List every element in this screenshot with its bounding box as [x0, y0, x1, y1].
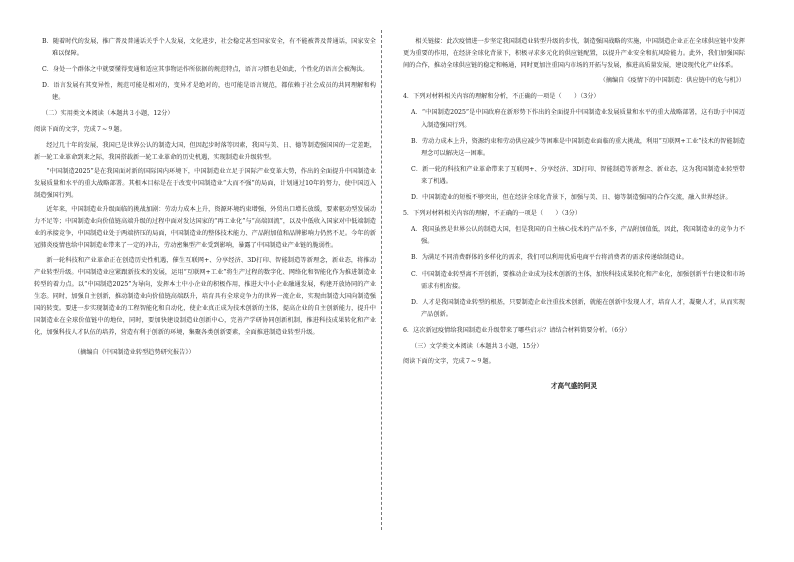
related-link-paragraph: 相关链接：此次疫情进一步坚定我国制造业转型升级的步伐，制造强国战略的实施，中国制造企业正在全球供应链中发挥更为重要的作用，在经济全球化背景下，积极寻求多元化的供应链配置，以提升产业安全和抗风险能力。此外，我们加强国际间的合作，推动全球供应链的稳定和畅通，同时更加注重国内市场的开拓与发展，推进高质量发展，建设现代化产业体系。 — [403, 38, 745, 70]
source-note: （摘编自《中国制造业转型趋势研究报告》） — [74, 349, 195, 357]
question-5-option-d: D．人才是我国制造业转型的根基，只要制造企业注重技术创新，就能在创新中发现人才，培育人才，凝聚人才，从而实现产品创新。 — [411, 298, 745, 318]
question-4: 4．下列对材料相关内容的理解和分析，不正确的一项是（ ）（3分） — [403, 93, 600, 101]
source-note: （摘编自《疫情下的中国制造：供应链中的危与机》） — [599, 77, 745, 85]
question-5-option-c: C．中国制造业转型离不开创新，要推动企业成为技术创新的主体，加快科技成果转化和产业化，加强创新平台建设和市场需求有机衔接。 — [411, 270, 745, 290]
question-4-option-b: B．劳动力成本上升，资源约束和劳动供应减少等困难是中国制造业面临的重大挑战，利用“互联网+工业”技术的智能制造理念可以解决这一困难。 — [411, 137, 745, 157]
option-d: D．语言发展有其变异性，规范可能是相对的，变异才是绝对的，也可能是语言规范，都依赖于社会成员的共同理解和构建。 — [42, 82, 376, 102]
story-title: 才高气盛的阿灵 — [550, 382, 598, 391]
paragraph: 近年来，中国制造业升级面临的挑战加剧：劳动力成本上升，资源环境约束增强，外贸出口增长放缓，要素驱动型发展动力不足等；中国制造业向价值链高端升级的过程中面对发达国家的“再工业化”与“高端回流”，以及中低收入国家对中低端制造业的承接竞争，中国制造业处于两端挤压的局面，中国制造业的整体技术能力、产品附加值和品牌影响力仍然不足。今年的新冠肺炎疫情也给中国制造业带来了一定的冲击，劳动密集型产业受到影响，暴露了中国制造业产业链的脆弱性。 — [34, 206, 376, 250]
question-6: 6．这次新冠疫情给我国制造业升级带来了哪些启示？请结合材料简要分析。（6分） — [403, 326, 631, 334]
section-heading-practical: （二）实用类文本阅读（本题共３小题，12分） — [42, 110, 174, 118]
paragraph: “中国制造2025”是在我国面对新的国际国内环境下，中国制造业立足于国际产业变革大势，作出的全面提升中国制造业发展质量和水平的重大战略部署。其根本目标是在于改变中国制造业“大而不强”的局面，计划通过10年的努力，使中国迈入制造强国行列。 — [34, 167, 376, 200]
question-4-option-c: C．新一轮的科技和产业革命带来了互联网+、分享经济、3D打印、智能制造等新理念、新业态，这为我国制造业转型带来了机遇。 — [411, 165, 745, 185]
reading-instruction: 阅读下面的文字，完成７~９题。 — [34, 125, 126, 133]
column-divider — [381, 30, 382, 530]
question-5: 5．下列对材料相关内容的理解，不正确的一项是（ ）（3分） — [403, 210, 582, 218]
question-4-option-d: D．中国制造业的短板不够突出，但在经济全球化背景下，加强与美、日、德等制造强国的合作交流，融入世界经济。 — [411, 194, 732, 202]
option-b: B．随着时代的发展，推广普及普通话关乎个人发展，文化进步，社会稳定甚至国家安全，有不能被普及普通话，国家安全难以保障。 — [42, 38, 376, 58]
option-c: C．身处一个群体之中就要懂得变通和适应其事物运作所依据的规范特点，语言习惯也是如此，个性化的语言会被淘汰。 — [42, 66, 369, 74]
question-4-option-a: A．“中国制造2025”是中国政府在新形势下作出的全面提升中国制造业发展质量和水平的重大战略部署，这有助于中国迈入制造强国行列。 — [411, 109, 745, 129]
left-column — [34, 36, 376, 359]
right-column — [403, 36, 745, 393]
section-heading-literary: （三）文学类文本阅读（本题共３小题，15分） — [411, 342, 543, 350]
reading-instruction: 阅读下面的文字，完成７~９题。 — [403, 358, 495, 366]
question-5-option-b: B．为满足不同消费群体的多样化的需求，我们可以利用优质电商平台将消费者的需求传递给制造业。 — [411, 254, 688, 262]
paragraph: 经过几十年的发展，我国已是世界公认的制造大国，但因起步时落等因素，我国与美、日、德等制造强国国的一定差距，新一轮工业革命到来之际，我国搭载新一轮工业革命的历史机遇，实现制造业升级转型。 — [34, 141, 376, 161]
paragraph: 新一轮科技和产业革命正在创造历史性机遇，催生互联网+、分享经济、3D打印、智能制造等新理念，新业态，将推动产业转型升级。中国制造业应紧跟新技术的发展，运用“互联网+工业”将生产过程的数字化、网络化和智能化作为推进制造业转型的着力点。以“中国制造2025”为导向，发挥本土中小企业的积极作用，推进大中小企业融通发展，构建开放协同的产业生态。同时，加强自主创新，推动制造业向价值链高端跃升，培育具有全球竞争力的世界一流企业，实现由制造大国向制造强国的转变。要进一步实现制造业的工程智能化和自动化，使企业真正成为技术创新的主体，提高企业的自主创新能力，提升中国制造业在全球价值链中的地位，同时，要加快建设制造业创新中心，完善产学研协同创新机制，推进科技成果转化和产业化，加强科技人才队伍的培养，营造有利于创新的环境，集聚各类创新要素，全面推进制造业转型升级。 — [34, 256, 376, 337]
question-5-option-a: A．我国虽然是世界公认的制造大国，但是我国的自主核心技术的产品不多，产品附加值低，因此，我国制造业的竞争力不强。 — [411, 226, 745, 246]
